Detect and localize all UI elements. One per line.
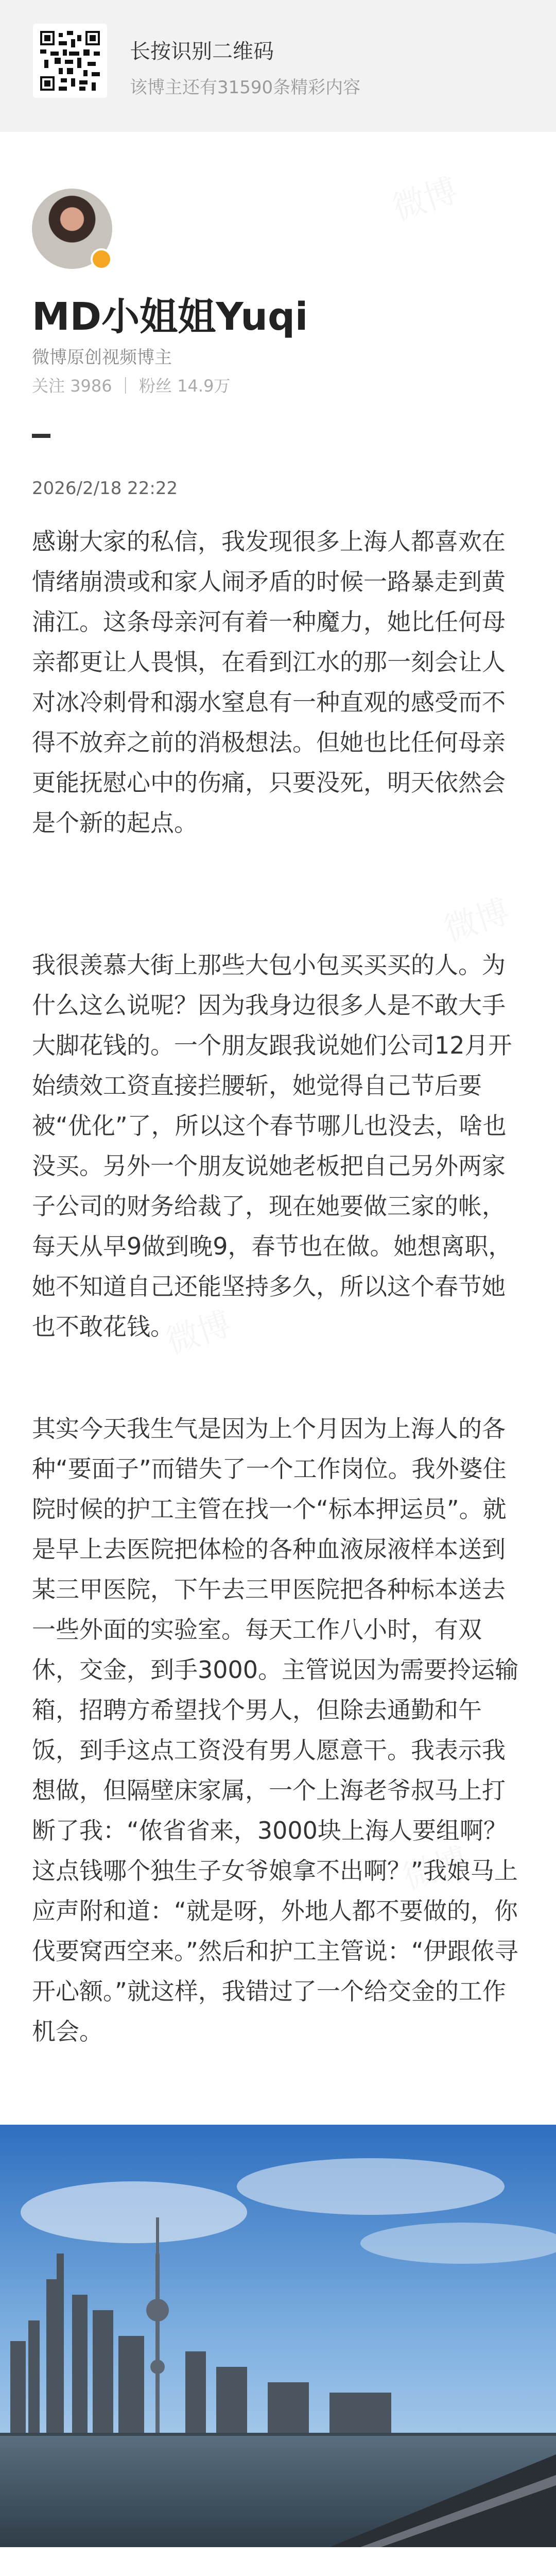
fans-count: 14.9万 [177,376,231,396]
qr-code-small[interactable] [33,24,107,98]
banner-subtitle: 该博主还有31590条精彩内容 [130,77,361,98]
background-watermark [386,164,463,229]
follow-count: 3986 [70,376,112,396]
follow-label: 关注 [32,376,65,396]
post-timestamp: 2026/2/18 22:22 [32,478,178,499]
qr-code-pattern-icon [40,31,100,91]
background-watermark [437,885,514,951]
verified-badge-icon [91,248,112,270]
section-divider [32,434,50,438]
city-skyline-image [0,2125,556,2547]
stats-separator: ｜ [117,376,134,396]
post-paragraph: 我很羡慕大街上那些大包小包买买买的人。为什么这么说呢？因为我身边很多人是不敢大手大脚花钱的。一个朋友跟我说她们公司12月开始绩效工资直接拦腰斩，她觉得自己节后要被“优化”了，所以这个春节哪儿也没去，啥也没买。另外一个朋友说她老板把自己另外两家子公司的财务给裁了，现在她要做三家的帐，每天从早9做到晚9，春节也在做。她想离职，她不知道自己还能坚持多久，所以这个春节她也不敢花钱。 [32,951,512,1341]
author-description: 微博原创视频博主 [32,347,172,368]
post-paragraph: 感谢大家的私信，我发现很多上海人都喜欢在情绪崩溃或和家人闹矛盾的时候一路暴走到黄浦江。这条母亲河有着一种魔力，她比任何母亲都更让人畏惧，在看到江水的那一刻会让人对冰冷刺骨和溺水窒息有一种直观的感受而不得不放弃之前的消极想法。但她也比任何母亲更能抚慰心中的伤痛，只要没死，明天依然会是个新的起点。 [32,528,506,837]
post-actions [0,2555,556,2576]
banner-title: 长按识别二维码 [130,40,274,63]
author-stats [32,373,230,397]
fans-label: 粉丝 [138,376,172,396]
top-banner [0,0,556,132]
post-image[interactable] [0,2125,556,2547]
author-name[interactable]: MD小姐姐Yuqi [32,295,308,339]
post-paragraph: 其实今天我生气是因为上个月因为上海人的各种“要面子”而错失了一个工作岗位。我外婆住院时候的护工主管在找一个“标本押运员”。就是早上去医院把体检的各种血液尿液样本送到某三甲医院，下午去三甲医院把各种标本送去一些外面的实验室。每天工作八小时，有双休，交金，到手3000。主管说因为需要拎运输箱，招聘方希望找个男人，但除去通勤和午饭，到手这点工资没有男人愿意干。我表示我想做，但隔壁床家属，一个上海老爷叔马上打断了我：“侬省省来，3000块上海人要组啊？这点钱哪个独生子女爷娘拿不出啊？”我娘马上应声附和道：“就是呀，外地人都不要做的，你伐要窝西空来。”然后和护工主管说：“伊跟侬寻开心额。”就这样，我错过了一个给交金的工作机会。 [32,1415,519,2045]
